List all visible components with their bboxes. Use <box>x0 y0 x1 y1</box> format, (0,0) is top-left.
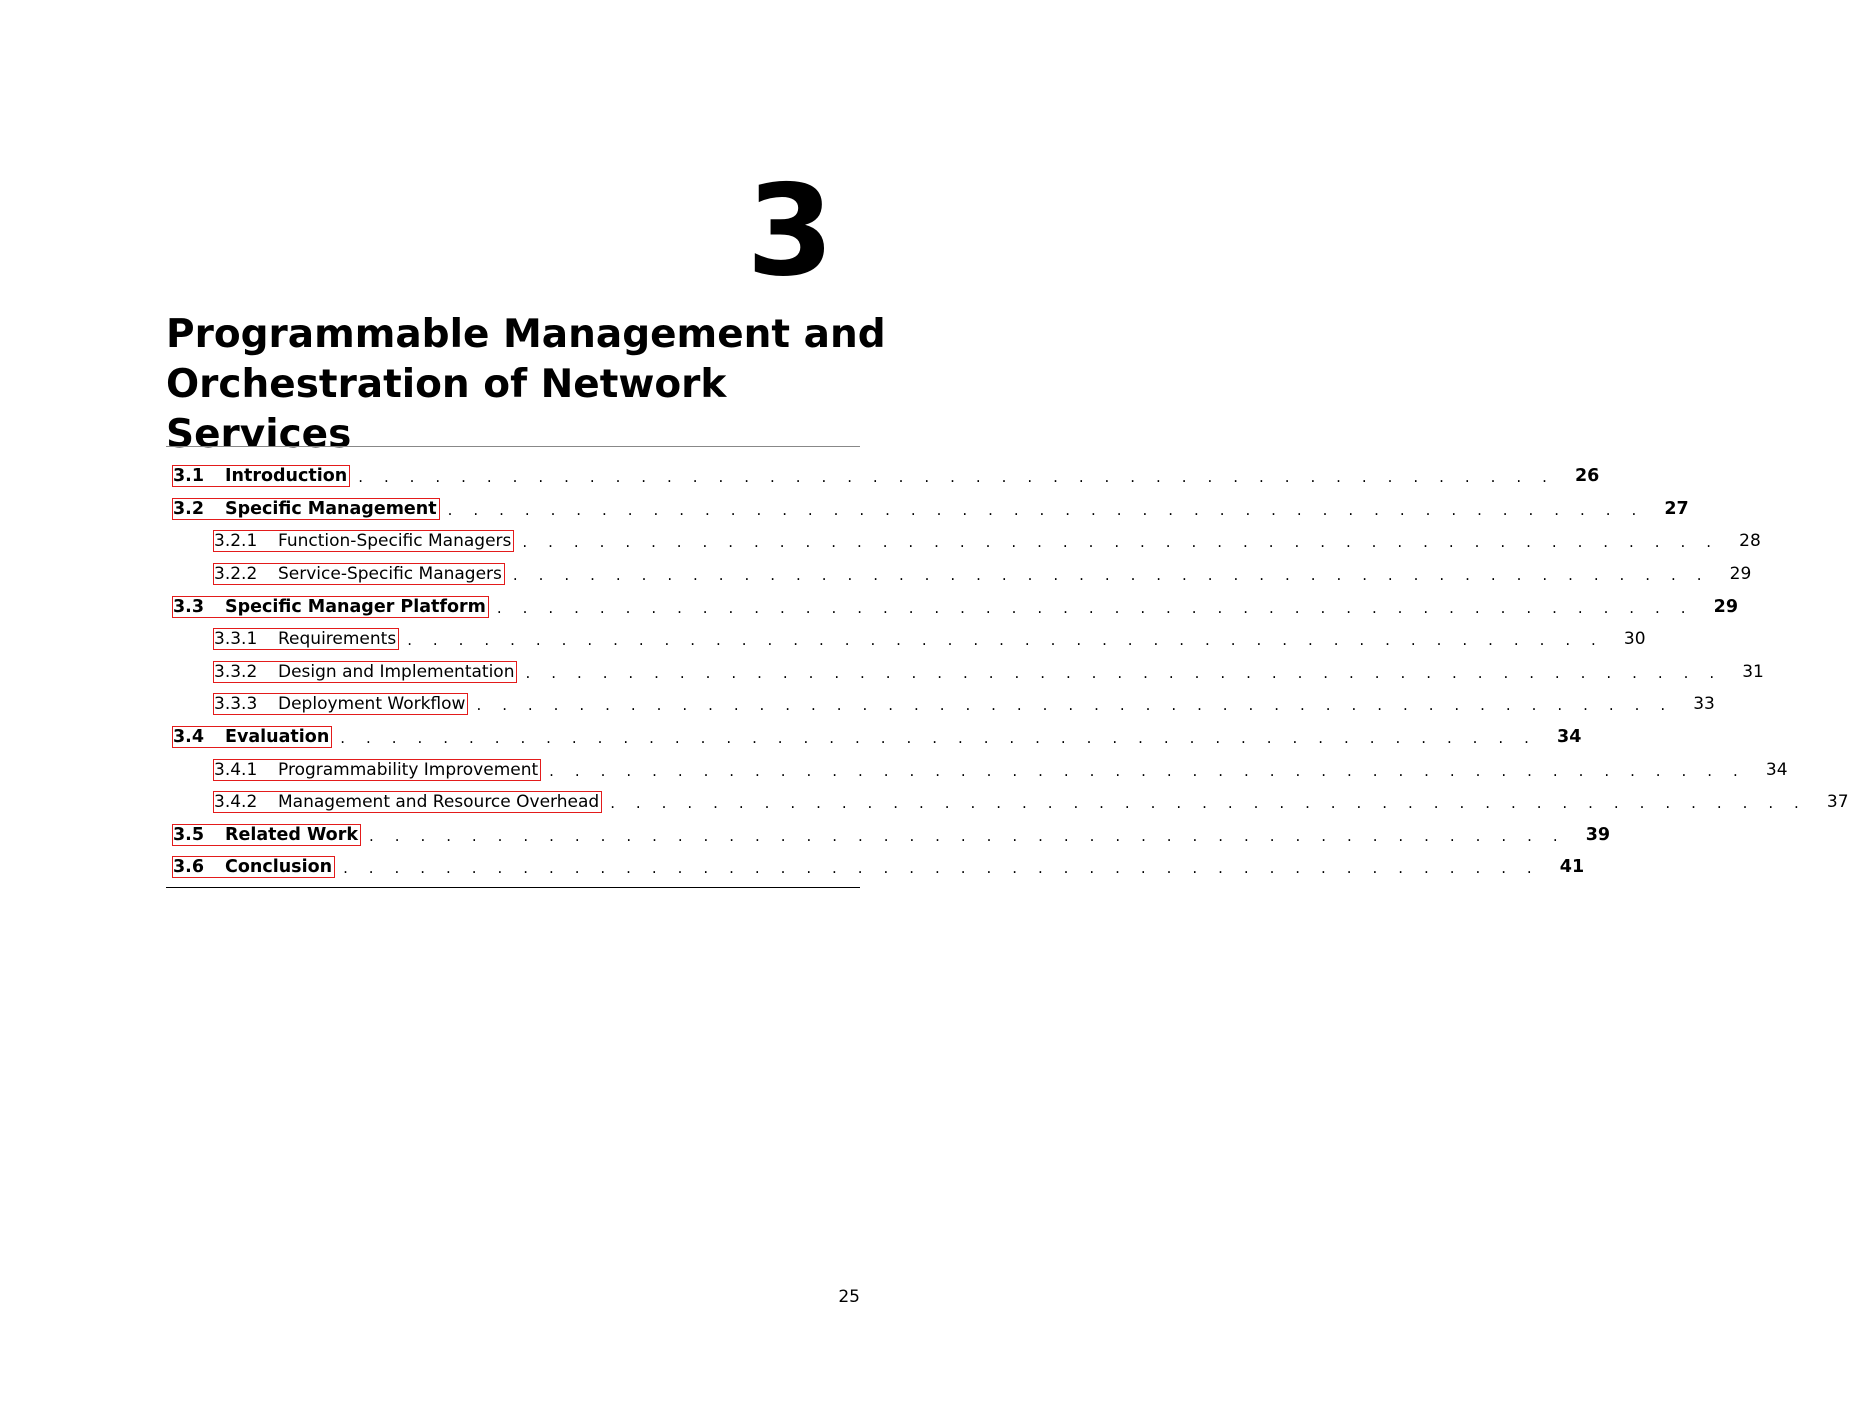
toc-link-specific-manager-platform[interactable] <box>172 596 489 618</box>
toc-row-3-1 <box>166 460 1600 493</box>
toc-leader-dots: . . . . . . . . . . . . . . . . . . . . . . . . . . . . . . . . . . . . . . . . . . . . . . . <box>340 729 1538 748</box>
toc-page-number: 34 <box>1557 727 1582 748</box>
toc-label: Conclusion <box>225 857 333 878</box>
toc-number: 3.2.1 <box>214 531 258 552</box>
toc-row-3-6 <box>166 851 1585 884</box>
toc-label: Function-Specific Managers <box>278 531 512 552</box>
toc-link-design-and-implementation[interactable] <box>213 661 517 683</box>
toc-number: 3.6 <box>173 857 205 878</box>
toc-leader-dots: . . . . . . . . . . . . . . . . . . . . . . . . . . . . . . . . . . . . . . . . . . . . . . . <box>549 761 1746 780</box>
toc-link-requirements[interactable] <box>213 628 399 650</box>
toc-leader-dots: . . . . . . . . . . . . . . . . . . . . . . . . . . . . . . . . . . . . . . . . . . . . . . . <box>512 566 1710 585</box>
toc-label: Specific Manager Platform <box>225 596 486 617</box>
toc-label: Design and Implementation <box>278 661 515 682</box>
toc-leader-dots: . . . . . . . . . . . . . . . . . . . . . . . . . . . . . . . . . . . . . . . . . . . . . . . <box>368 826 1566 845</box>
toc-row-3-5 <box>166 819 1611 852</box>
toc-link-conclusion[interactable] <box>172 856 335 878</box>
toc-link-specific-management[interactable] <box>172 498 440 520</box>
chapter-title-line1: Programmable Management and <box>166 312 886 357</box>
toc-row-3-4 <box>166 721 1582 754</box>
toc-label: Management and Resource Overhead <box>278 792 600 813</box>
toc-number: 3.4.2 <box>214 792 258 813</box>
toc-number: 3.4.1 <box>214 759 258 780</box>
toc-leader-dots: . . . . . . . . . . . . . . . . . . . . . . . . . . . . . . . . . . . . . . . . . . . . . . . <box>343 859 1540 878</box>
toc-row-3-4-2 <box>166 786 1849 819</box>
toc-link-related-work[interactable] <box>172 824 361 846</box>
toc-leader-dots: . . . . . . . . . . . . . . . . . . . . . . . . . . . . . . . . . . . . . . . . . . . . . . . <box>496 598 1694 617</box>
toc-link-function-specific-managers[interactable] <box>213 530 514 552</box>
toc-number: 3.3 <box>173 596 205 617</box>
chapter-number: 3 <box>746 157 834 304</box>
toc-row-3-3-3 <box>166 688 1715 721</box>
toc-link-management-and-resource-overhead[interactable] <box>213 791 602 813</box>
toc-label: Programmability Improvement <box>278 759 539 780</box>
toc-row-3-3 <box>166 590 1739 623</box>
toc-link-evaluation[interactable] <box>172 726 332 748</box>
toc-leader-dots: . . . . . . . . . . . . . . . . . . . . . . . . . . . . . . . . . . . . . . . . . . . . . . . <box>522 533 1720 552</box>
toc-page-number: 26 <box>1574 466 1600 487</box>
toc-link-programmability-improvement[interactable] <box>213 759 541 781</box>
toc-label: Evaluation <box>225 727 330 748</box>
toc-page-number: 29 <box>1713 596 1739 617</box>
toc-label: Service-Specific Managers <box>278 564 502 585</box>
toc-leader-dots: . . . . . . . . . . . . . . . . . . . . . . . . . . . . . . . . . . . . . . . . . . . . . . . <box>447 500 1645 519</box>
toc-label: Related Work <box>225 824 358 845</box>
toc-link-deployment-workflow[interactable] <box>213 693 468 715</box>
chapter-title-line2: Orchestration of Network Services <box>166 362 727 457</box>
toc-row-3-2-1 <box>166 525 1761 558</box>
toc-number: 3.2 <box>173 498 205 519</box>
chapter-title <box>166 310 886 460</box>
toc-row-3-4-1 <box>166 753 1788 786</box>
toc-link-introduction[interactable] <box>172 465 350 487</box>
toc-label: Introduction <box>225 466 348 487</box>
toc-row-3-3-1 <box>166 623 1646 656</box>
page-number: 25 <box>838 1287 860 1307</box>
toc-number: 3.3.3 <box>214 694 258 715</box>
toc-number: 3.1 <box>173 466 205 487</box>
toc-label: Specific Management <box>225 498 437 519</box>
toc-row-3-2 <box>166 493 1689 526</box>
toc-number: 3.5 <box>173 824 205 845</box>
toc-link-service-specific-managers[interactable] <box>213 563 505 585</box>
toc-page-number: 30 <box>1623 629 1646 650</box>
toc-leader-dots: . . . . . . . . . . . . . . . . . . . . . . . . . . . . . . . . . . . . . . . . . . . . . . . <box>525 663 1723 682</box>
toc-leader-dots: . . . . . . . . . . . . . . . . . . . . . . . . . . . . . . . . . . . . . . . . . . . . . . . <box>407 631 1604 650</box>
toc-number: 3.4 <box>173 727 205 748</box>
toc-leader-dots: . . . . . . . . . . . . . . . . . . . . . . . . . . . . . . . . . . . . . . . . . . . . . . . <box>610 794 1807 813</box>
toc-page-number: 28 <box>1739 531 1761 552</box>
table-of-contents <box>166 446 1849 888</box>
toc-label: Requirements <box>278 629 397 650</box>
toc-number: 3.2.2 <box>214 564 258 585</box>
toc-leader-dots: . . . . . . . . . . . . . . . . . . . . . . . . . . . . . . . . . . . . . . . . . . . . . . . <box>476 696 1674 715</box>
toc-label: Deployment Workflow <box>278 694 466 715</box>
toc-number: 3.3.1 <box>214 629 258 650</box>
toc-page-number: 37 <box>1826 792 1849 813</box>
toc-page-number: 27 <box>1664 498 1689 519</box>
toc-page-number: 33 <box>1693 694 1715 715</box>
toc-page-number: 34 <box>1765 759 1788 780</box>
toc-row-3-3-2 <box>166 656 1764 689</box>
toc-page-number: 29 <box>1729 564 1752 585</box>
toc-page-number: 39 <box>1585 824 1611 845</box>
toc-page-number: 41 <box>1559 857 1585 878</box>
toc-page-number: 31 <box>1742 661 1764 682</box>
toc-number: 3.3.2 <box>214 661 258 682</box>
toc-leader-dots: . . . . . . . . . . . . . . . . . . . . . . . . . . . . . . . . . . . . . . . . . . . . . . . <box>358 468 1555 487</box>
toc-row-3-2-2 <box>166 558 1752 591</box>
